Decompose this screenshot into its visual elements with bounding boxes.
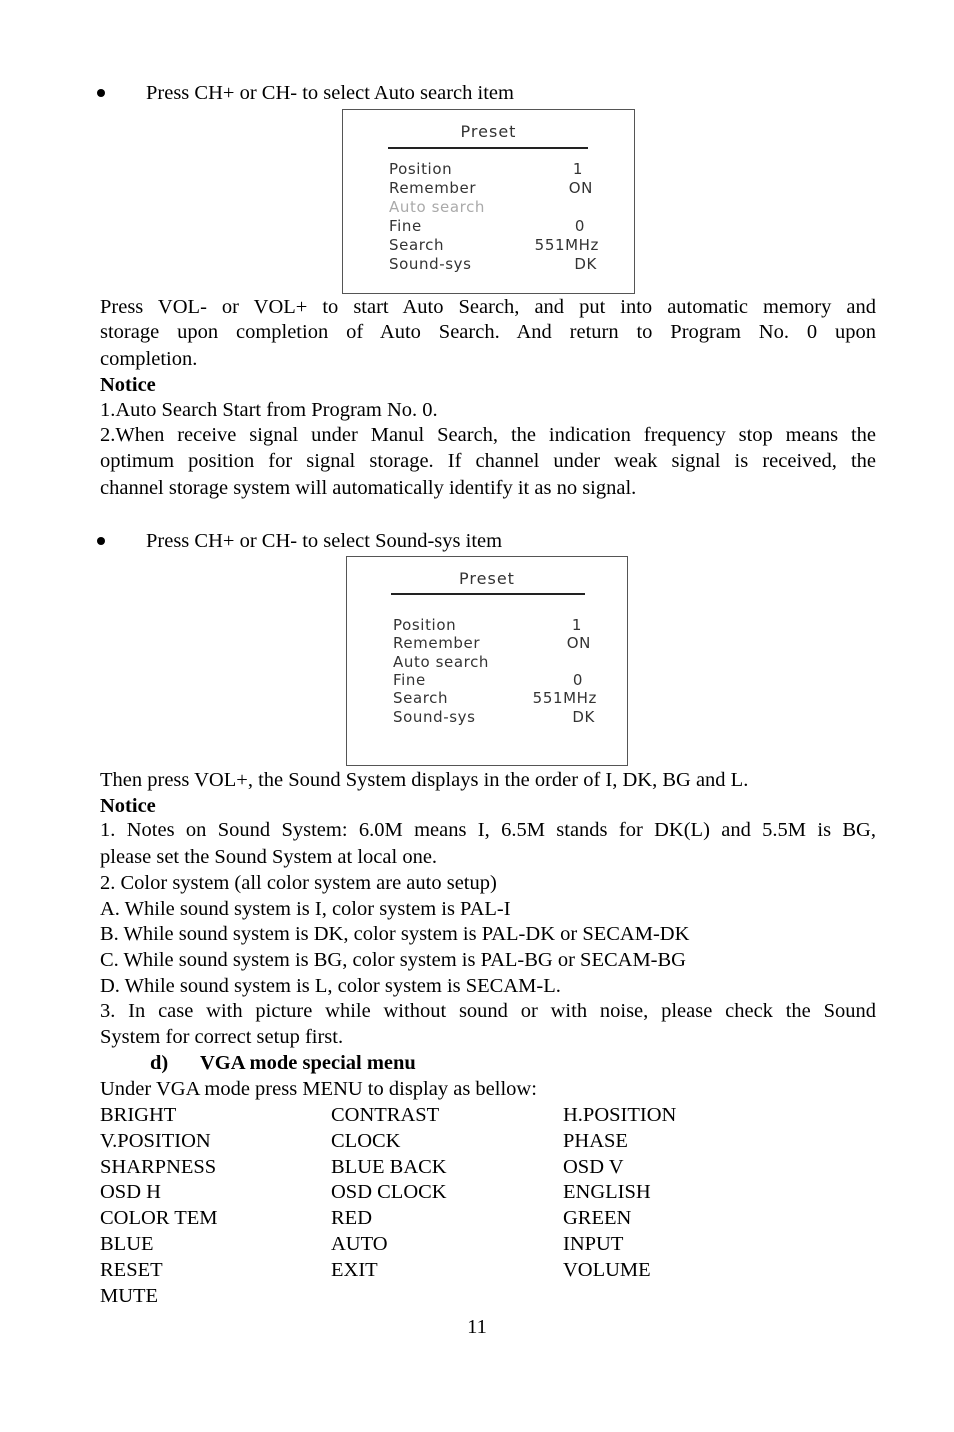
osd-title-underline <box>388 147 588 149</box>
notice-item: optimum position for signal storage. If channel under weak signal is received, the <box>100 450 876 472</box>
vga-menu-item: RESET <box>100 1259 163 1281</box>
osd-row: Auto search <box>393 653 490 671</box>
notice-heading: Notice <box>100 374 156 396</box>
notice-item: please set the Sound System at local one. <box>100 846 438 868</box>
notice-item: channel storage system will automatically identify it as no signal. <box>100 477 637 499</box>
osd-row: Remember ON <box>393 634 591 652</box>
section-intro: Under VGA mode press MENU to display as bellow: <box>100 1078 537 1100</box>
osd-title-underline <box>391 593 585 595</box>
body-text: storage upon completion of Auto Search. And return to Program No. 0 upon <box>100 321 876 343</box>
preset-menu-auto-search <box>342 109 635 294</box>
osd-title: Preset <box>460 122 517 141</box>
vga-menu-item: AUTO <box>331 1233 388 1255</box>
notice-item: 2. Color system (all color system are auto setup) <box>100 872 497 894</box>
vga-menu-item: OSD V <box>563 1156 624 1178</box>
notice-item: 1. Notes on Sound System: 6.0M means I, 6.5M stands for DK(L) and 5.5M is BG, <box>100 819 876 841</box>
osd-row: Search 551MHz <box>393 689 597 707</box>
bullet-dot <box>97 89 105 97</box>
vga-menu-item: ENGLISH <box>563 1181 651 1203</box>
notice-item: 3. In case with picture while without sound or with noise, please check the Sound <box>100 1000 876 1022</box>
vga-menu-item: VOLUME <box>563 1259 651 1281</box>
body-text: Press VOL- or VOL+ to start Auto Search, and put into automatic memory and <box>100 296 876 318</box>
notice-item: D. While sound system is L, color system is SECAM-L. <box>100 975 561 997</box>
page-number: 11 <box>467 1316 487 1338</box>
notice-item: 2.When receive signal under Manul Search, the indication frequency stop means the <box>100 424 876 446</box>
osd-row: Remember ON <box>389 179 593 197</box>
osd-row: Sound-sys DK <box>389 255 597 273</box>
bullet-text: Press CH+ or CH- to select Auto search item <box>146 82 514 104</box>
notice-item: A. While sound system is I, color system is PAL-I <box>100 898 511 920</box>
notice-item: B. While sound system is DK, color system is PAL-DK or SECAM-DK <box>100 923 690 945</box>
preset-menu-sound-sys <box>346 556 628 766</box>
osd-row: Search 551MHz <box>389 236 599 254</box>
vga-menu-item: BLUE BACK <box>331 1156 447 1178</box>
vga-menu-item: PHASE <box>563 1130 628 1152</box>
notice-heading: Notice <box>100 795 156 817</box>
vga-menu-item: V.POSITION <box>100 1130 211 1152</box>
osd-row: Fine 0 <box>393 671 583 689</box>
osd-row-highlighted: Auto search <box>389 198 486 216</box>
body-text: Then press VOL+, the Sound System displays in the order of I, DK, BG and L. <box>100 769 749 791</box>
body-text: completion. <box>100 348 198 370</box>
vga-menu-item: SHARPNESS <box>100 1156 217 1178</box>
osd-row: Position 1 <box>393 616 582 634</box>
vga-menu-item: CLOCK <box>331 1130 401 1152</box>
bullet-text: Press CH+ or CH- to select Sound-sys item <box>146 530 503 552</box>
section-label: d) <box>150 1052 169 1074</box>
vga-menu-item: MUTE <box>100 1285 159 1307</box>
vga-menu-item: COLOR TEM <box>100 1207 218 1229</box>
vga-menu-item: OSD CLOCK <box>331 1181 447 1203</box>
notice-item: 1.Auto Search Start from Program No. 0. <box>100 399 438 421</box>
vga-menu-item: GREEN <box>563 1207 632 1229</box>
vga-menu-item: H.POSITION <box>563 1104 677 1126</box>
osd-row: Sound-sys DK <box>393 708 595 726</box>
bullet-dot <box>97 537 105 545</box>
notice-item: System for correct setup first. <box>100 1026 344 1048</box>
vga-menu-item: RED <box>331 1207 372 1229</box>
section-title: VGA mode special menu <box>200 1052 416 1074</box>
osd-row: Position 1 <box>389 160 583 178</box>
vga-menu-item: EXIT <box>331 1259 378 1281</box>
osd-row: Fine 0 <box>389 217 585 235</box>
notice-item: C. While sound system is BG, color system is PAL-BG or SECAM-BG <box>100 949 686 971</box>
vga-menu-item: OSD H <box>100 1181 161 1203</box>
vga-menu-item: INPUT <box>563 1233 624 1255</box>
osd-title: Preset <box>459 569 515 588</box>
vga-menu-item: BRIGHT <box>100 1104 177 1126</box>
vga-menu-item: CONTRAST <box>331 1104 440 1126</box>
vga-menu-item: BLUE <box>100 1233 154 1255</box>
